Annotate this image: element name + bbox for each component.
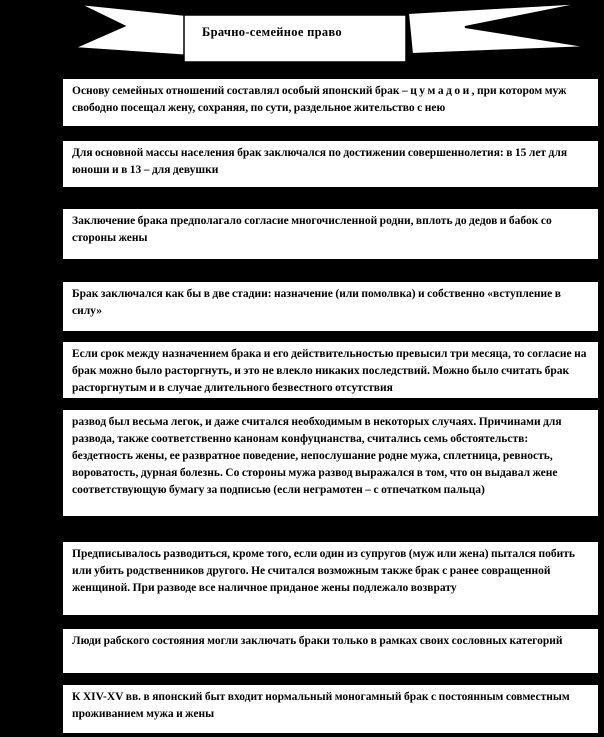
info-box-7: Предписывалось разводиться, кроме того, если один из супругов (муж или жена) пытался побить или убить родственников другого. Не считался возможным также брак с ранее совращенной женщиной. При разводе все наличное приданое жены подлежало возврату [62, 541, 599, 616]
info-box-1: Основу семейных отношений составлял особый японский брак – ц у м а д о и , при котором муж свободно посещал жену, сохраняя, по сути, раздельное жительство с нею [62, 78, 599, 127]
info-box-2: Для основной массы населения брак заключался по достижении совершеннолетия: в 15 лет для юноши и в 13 – для девушки [62, 140, 599, 188]
info-box-8: Люди рабского состояния могли заключать браки только в рамках своих сословных категорий [62, 628, 599, 674]
info-box-5: Если срок между назначением брака и его действительностью превысил три месяца, то согласие на брак можно было расторгнуть, и это не влекло никаких последствий. Можно было считать брак расторгнутым и в случае длительного безвестного отсутствия [62, 341, 599, 399]
info-box-9: К XIV-XV вв. в японский быт входит нормальный моногамный брак с постоянным совместным проживанием мужа и жены [62, 684, 599, 734]
title-ribbon [0, 0, 604, 70]
page-title: Брачно-семейное право [202, 25, 342, 39]
info-box-4: Брак заключался как бы в две стадии: назначение (или помолвка) и собственно «вступление в силу» [62, 281, 599, 332]
info-box-3: Заключение брака предполагало согласие многочисленной родни, вплоть до дедов и бабок со стороны жены [62, 208, 599, 260]
info-box-6: развод был весьма легок, и даже считался необходимым в некоторых случаях. Причинами для развода, также соответственно канонам конфуцианства, считались семь обстоятельств: бездетность жены, ее развратное поведение, непослушание родне мужа, сплетница, ревность, вороватость, дурная болезнь. Со стороны мужа развод выражался в том, что он выдавал жене соответствующую бумагу за подписью (если неграмотен – с отпечатком пальца) [62, 409, 599, 517]
